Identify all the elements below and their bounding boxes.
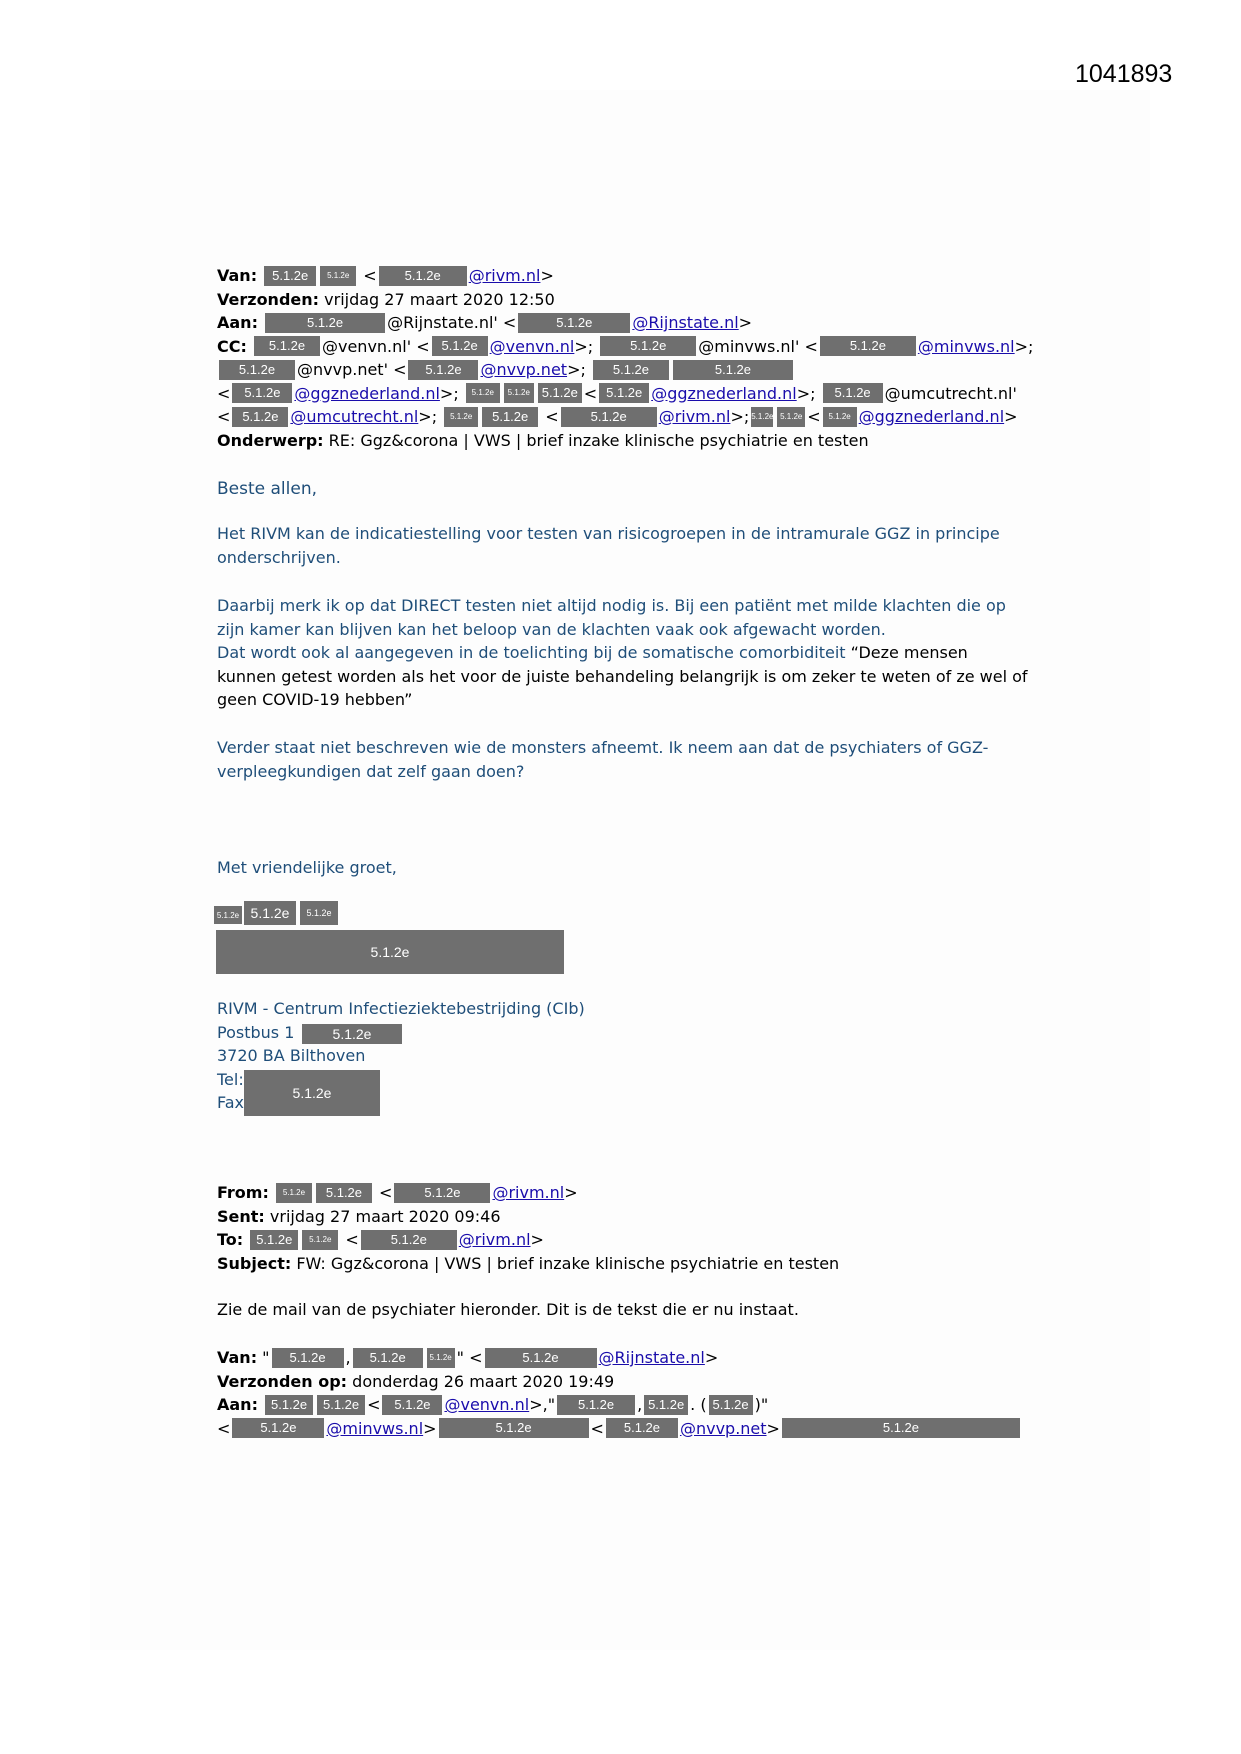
- redaction: 5.1.2e: [427, 1348, 455, 1368]
- paragraph-line: Daarbij merk ik op dat DIRECT testen niet altijd nodig is. Bij een patiënt met milde klachten die op: [217, 596, 1006, 615]
- redaction: 5.1.2e: [482, 407, 538, 427]
- redaction: 5.1.2e: [432, 336, 488, 356]
- verzonden-label: Verzonden:: [217, 289, 320, 309]
- van-line-2: Van: " 5.1.2e , 5.1.2e 5.1.2e " < 5.1.2e @Rijnstate.nl >: [217, 1346, 1022, 1370]
- aan-email-link[interactable]: @Rijnstate.nl: [632, 313, 739, 332]
- onderwerp-line: [217, 429, 1033, 453]
- redaction: 5.1.2e: [782, 1418, 1020, 1438]
- cc-umc-link[interactable]: @umcutrecht.nl: [290, 407, 419, 426]
- paragraph-3: [217, 736, 988, 783]
- paragraph-1: [217, 522, 1000, 569]
- from-email-link[interactable]: @rivm.nl: [492, 1183, 565, 1202]
- redaction: 5.1.2e: [232, 407, 288, 427]
- cc-line-2: 5.1.2e @nvvp.net' < 5.1.2e @nvvp.net >; 5.1.2e 5.1.2e: [217, 358, 1033, 382]
- paragraph-line: Verder staat niet beschreven wie de monsters afneemt. Ik neem aan dat de psychiaters of GGZ-: [217, 738, 989, 757]
- sent-label: Sent:: [217, 1206, 265, 1226]
- redaction: 5.1.2e: [673, 360, 793, 380]
- redaction: 5.1.2e: [751, 407, 773, 427]
- email-header-original: [217, 1346, 1022, 1440]
- paragraph-2: [217, 594, 1028, 712]
- redaction: 5.1.2e: [820, 336, 916, 356]
- verzonden-value: vrijdag 27 maart 2020 12:50: [324, 289, 555, 309]
- cc-rivm-link[interactable]: @rivm.nl: [658, 407, 731, 426]
- cc-venvn-text: @venvn.nl': [321, 336, 412, 356]
- cc-umc-text: @umcutrecht.nl': [884, 383, 1017, 403]
- redaction: 5.1.2e: [265, 313, 385, 333]
- verzonden-op-line: [217, 1370, 1022, 1394]
- paragraph-line: verpleegkundigen dat zelf gaan doen?: [217, 761, 525, 781]
- redaction: 5.1.2e: [466, 383, 500, 403]
- aan-nvvp-link[interactable]: @nvvp.net: [679, 1418, 767, 1438]
- redaction: 5.1.2e: [777, 407, 805, 427]
- aan-line-3: < 5.1.2e @minvws.nl > 5.1.2e < 5.1.2e @nvvp.net > 5.1.2e: [217, 1417, 1022, 1441]
- forward-note: [217, 1298, 839, 1322]
- cc-venvn-link[interactable]: @venvn.nl: [489, 336, 575, 356]
- redaction: 5.1.2e: [561, 407, 657, 427]
- cc-label: CC:: [217, 336, 247, 356]
- redaction: 5.1.2e: [593, 360, 669, 380]
- cc-nvvp-link[interactable]: @nvvp.net: [480, 360, 568, 379]
- redaction: 5.1.2e: [219, 360, 295, 380]
- email-header-forward: [217, 1181, 839, 1322]
- verzonden-line: [217, 288, 1033, 312]
- cc-ggz-link-3[interactable]: @ggznederland.nl: [858, 407, 1005, 426]
- redaction: 5.1.2e: [353, 1348, 423, 1368]
- redaction: 5.1.2e: [216, 930, 564, 974]
- van-line: Van: 5.1.2e 5.1.2e < 5.1.2e @rivm.nl >: [217, 264, 1033, 288]
- redaction: 5.1.2e: [606, 1418, 678, 1438]
- redaction: 5.1.2e: [254, 336, 320, 356]
- redaction: 5.1.2e: [244, 901, 296, 925]
- redaction: 5.1.2e: [394, 1183, 490, 1203]
- to-label: To:: [217, 1230, 244, 1249]
- redaction: 5.1.2e: [265, 1395, 313, 1415]
- signature-address: 3720 BA Bilthoven: [217, 1046, 366, 1065]
- signature-org: RIVM - Centrum Infectieziektebestrijding (CIb): [217, 999, 585, 1018]
- verzonden-op-label: Verzonden op:: [217, 1371, 348, 1391]
- closing: Met vriendelijke groet,: [217, 858, 397, 877]
- redaction: 5.1.2e: [244, 1070, 380, 1116]
- redaction: 5.1.2e: [518, 313, 630, 333]
- redaction: 5.1.2e: [361, 1230, 457, 1250]
- document-number: 1041893: [1075, 60, 1173, 88]
- signature-fax: Fax: [217, 1093, 245, 1112]
- to-line: To: 5.1.2e 5.1.2e < 5.1.2e @rivm.nl >: [217, 1228, 839, 1252]
- paragraph-line: onderschrijven.: [217, 547, 341, 567]
- redaction: 5.1.2e: [379, 266, 467, 286]
- from-label: From:: [217, 1183, 269, 1202]
- aan-minvws-link[interactable]: @minvws.nl: [326, 1418, 424, 1438]
- subject-value: FW: Ggz&corona | VWS | brief inzake klinische psychiatrie en testen: [296, 1253, 840, 1273]
- redaction: 5.1.2e: [302, 1230, 338, 1250]
- van-email-link[interactable]: @rivm.nl: [468, 266, 541, 285]
- redaction: 5.1.2e: [644, 1395, 688, 1415]
- to-email-link[interactable]: @rivm.nl: [458, 1230, 531, 1249]
- cc-line-3: < 5.1.2e @ggznederland.nl >; 5.1.2e 5.1.2e 5.1.2e < 5.1.2e @ggznederland.nl >; 5.1.2e @umcutrecht.nl': [217, 382, 1033, 406]
- redaction: 5.1.2e: [439, 1418, 589, 1438]
- signature-postbus: Postbus 1: [217, 1022, 295, 1042]
- van-label: Van:: [217, 1348, 258, 1367]
- redaction: 5.1.2e: [538, 383, 582, 403]
- subject-label: Subject:: [217, 1253, 292, 1273]
- redaction: 5.1.2e: [382, 1395, 442, 1415]
- cc-ggz-link-2[interactable]: @ggznederland.nl: [651, 383, 797, 403]
- aan-venvn-link[interactable]: @venvn.nl: [444, 1395, 530, 1414]
- cc-minvws-text: @minvws.nl': [698, 336, 800, 356]
- van-email-link[interactable]: @Rijnstate.nl: [598, 1348, 705, 1367]
- quote-text: kunnen getest worden als het voor de juiste behandeling belangrijk is om zeker te weten of ze wel of: [217, 666, 1028, 686]
- redaction: 5.1.2e: [264, 266, 316, 286]
- from-line: From: 5.1.2e 5.1.2e < 5.1.2e @rivm.nl >: [217, 1181, 839, 1205]
- aan-line: Aan: 5.1.2e @Rijnstate.nl' < 5.1.2e @Rijnstate.nl >: [217, 311, 1033, 335]
- redaction: 5.1.2e: [232, 1418, 324, 1438]
- cc-line-1: CC: 5.1.2e @venvn.nl' < 5.1.2e @venvn.nl >; 5.1.2e @minvws.nl' < 5.1.2e @minvws.nl >;: [217, 335, 1033, 359]
- paragraph-line: Het RIVM kan de indicatiestelling voor testen van risicogroepen in de intramurale GGZ in principe: [217, 524, 1000, 543]
- redaction: 5.1.2e: [272, 1348, 344, 1368]
- verzonden-op-value: donderdag 26 maart 2020 19:49: [352, 1371, 615, 1391]
- aan-line-2: Aan: 5.1.2e 5.1.2e < 5.1.2e @venvn.nl >," 5.1.2e , 5.1.2e . ( 5.1.2e )": [217, 1393, 1022, 1417]
- redaction: 5.1.2e: [444, 407, 478, 427]
- redaction: 5.1.2e: [250, 1230, 298, 1250]
- redaction: 5.1.2e: [302, 1024, 402, 1044]
- redaction: 5.1.2e: [300, 901, 338, 925]
- signature-tel: Tel:: [217, 1069, 244, 1089]
- greeting: Beste allen,: [217, 479, 318, 499]
- cc-ggz-link[interactable]: @ggznederland.nl: [294, 383, 440, 403]
- redaction: 5.1.2e: [504, 383, 534, 403]
- paragraph-text: Dat wordt ook al aangegeven in de toelichting bij de somatische comorbiditeit: [217, 643, 851, 662]
- redaction: 5.1.2e: [276, 1183, 312, 1203]
- redaction: 5.1.2e: [232, 383, 292, 403]
- redaction: 5.1.2e: [599, 383, 649, 403]
- aan-label: Aan:: [217, 1395, 258, 1414]
- sent-value: vrijdag 27 maart 2020 09:46: [269, 1206, 501, 1226]
- email-header-reply: [217, 264, 1033, 452]
- paragraph-line: [217, 641, 1028, 665]
- quote-text: “Deze mensen: [850, 643, 968, 662]
- paragraph-line: zijn kamer kan blijven kan het beloop van de klachten vaak ook afgewacht worden.: [217, 619, 886, 639]
- subject-line: [217, 1252, 839, 1276]
- onderwerp-value: RE: Ggz&corona | VWS | brief inzake klinische psychiatrie en testen: [328, 430, 869, 450]
- redaction: 5.1.2e: [316, 1183, 372, 1203]
- van-label: Van:: [217, 266, 258, 285]
- cc-line-4: < 5.1.2e @umcutrecht.nl >; 5.1.2e 5.1.2e < 5.1.2e @rivm.nl >; 5.1.2e 5.1.2e < 5.1.2e @ggznederland.nl >: [217, 405, 1033, 429]
- redaction: 5.1.2e: [320, 266, 356, 286]
- redaction: 5.1.2e: [600, 336, 696, 356]
- aan-text: @Rijnstate.nl': [387, 313, 498, 332]
- aan-label: Aan:: [217, 313, 258, 332]
- redaction: 5.1.2e: [557, 1395, 635, 1415]
- sent-line: [217, 1205, 839, 1229]
- redaction: 5.1.2e: [408, 360, 478, 380]
- onderwerp-label: Onderwerp:: [217, 430, 324, 450]
- redaction: 5.1.2e: [317, 1395, 365, 1415]
- redaction: 5.1.2e: [823, 383, 883, 403]
- redaction: 5.1.2e: [485, 1348, 597, 1368]
- redaction: 5.1.2e: [214, 906, 242, 924]
- redaction: 5.1.2e: [709, 1395, 753, 1415]
- cc-minvws-link[interactable]: @minvws.nl: [917, 336, 1015, 356]
- cc-nvvp-text: @nvvp.net': [297, 360, 388, 379]
- forward-note-text: Zie de mail van de psychiater hieronder. Dit is de tekst die er nu instaat.: [217, 1300, 799, 1319]
- quote-text: geen COVID-19 hebben”: [217, 690, 413, 709]
- redaction: 5.1.2e: [823, 407, 857, 427]
